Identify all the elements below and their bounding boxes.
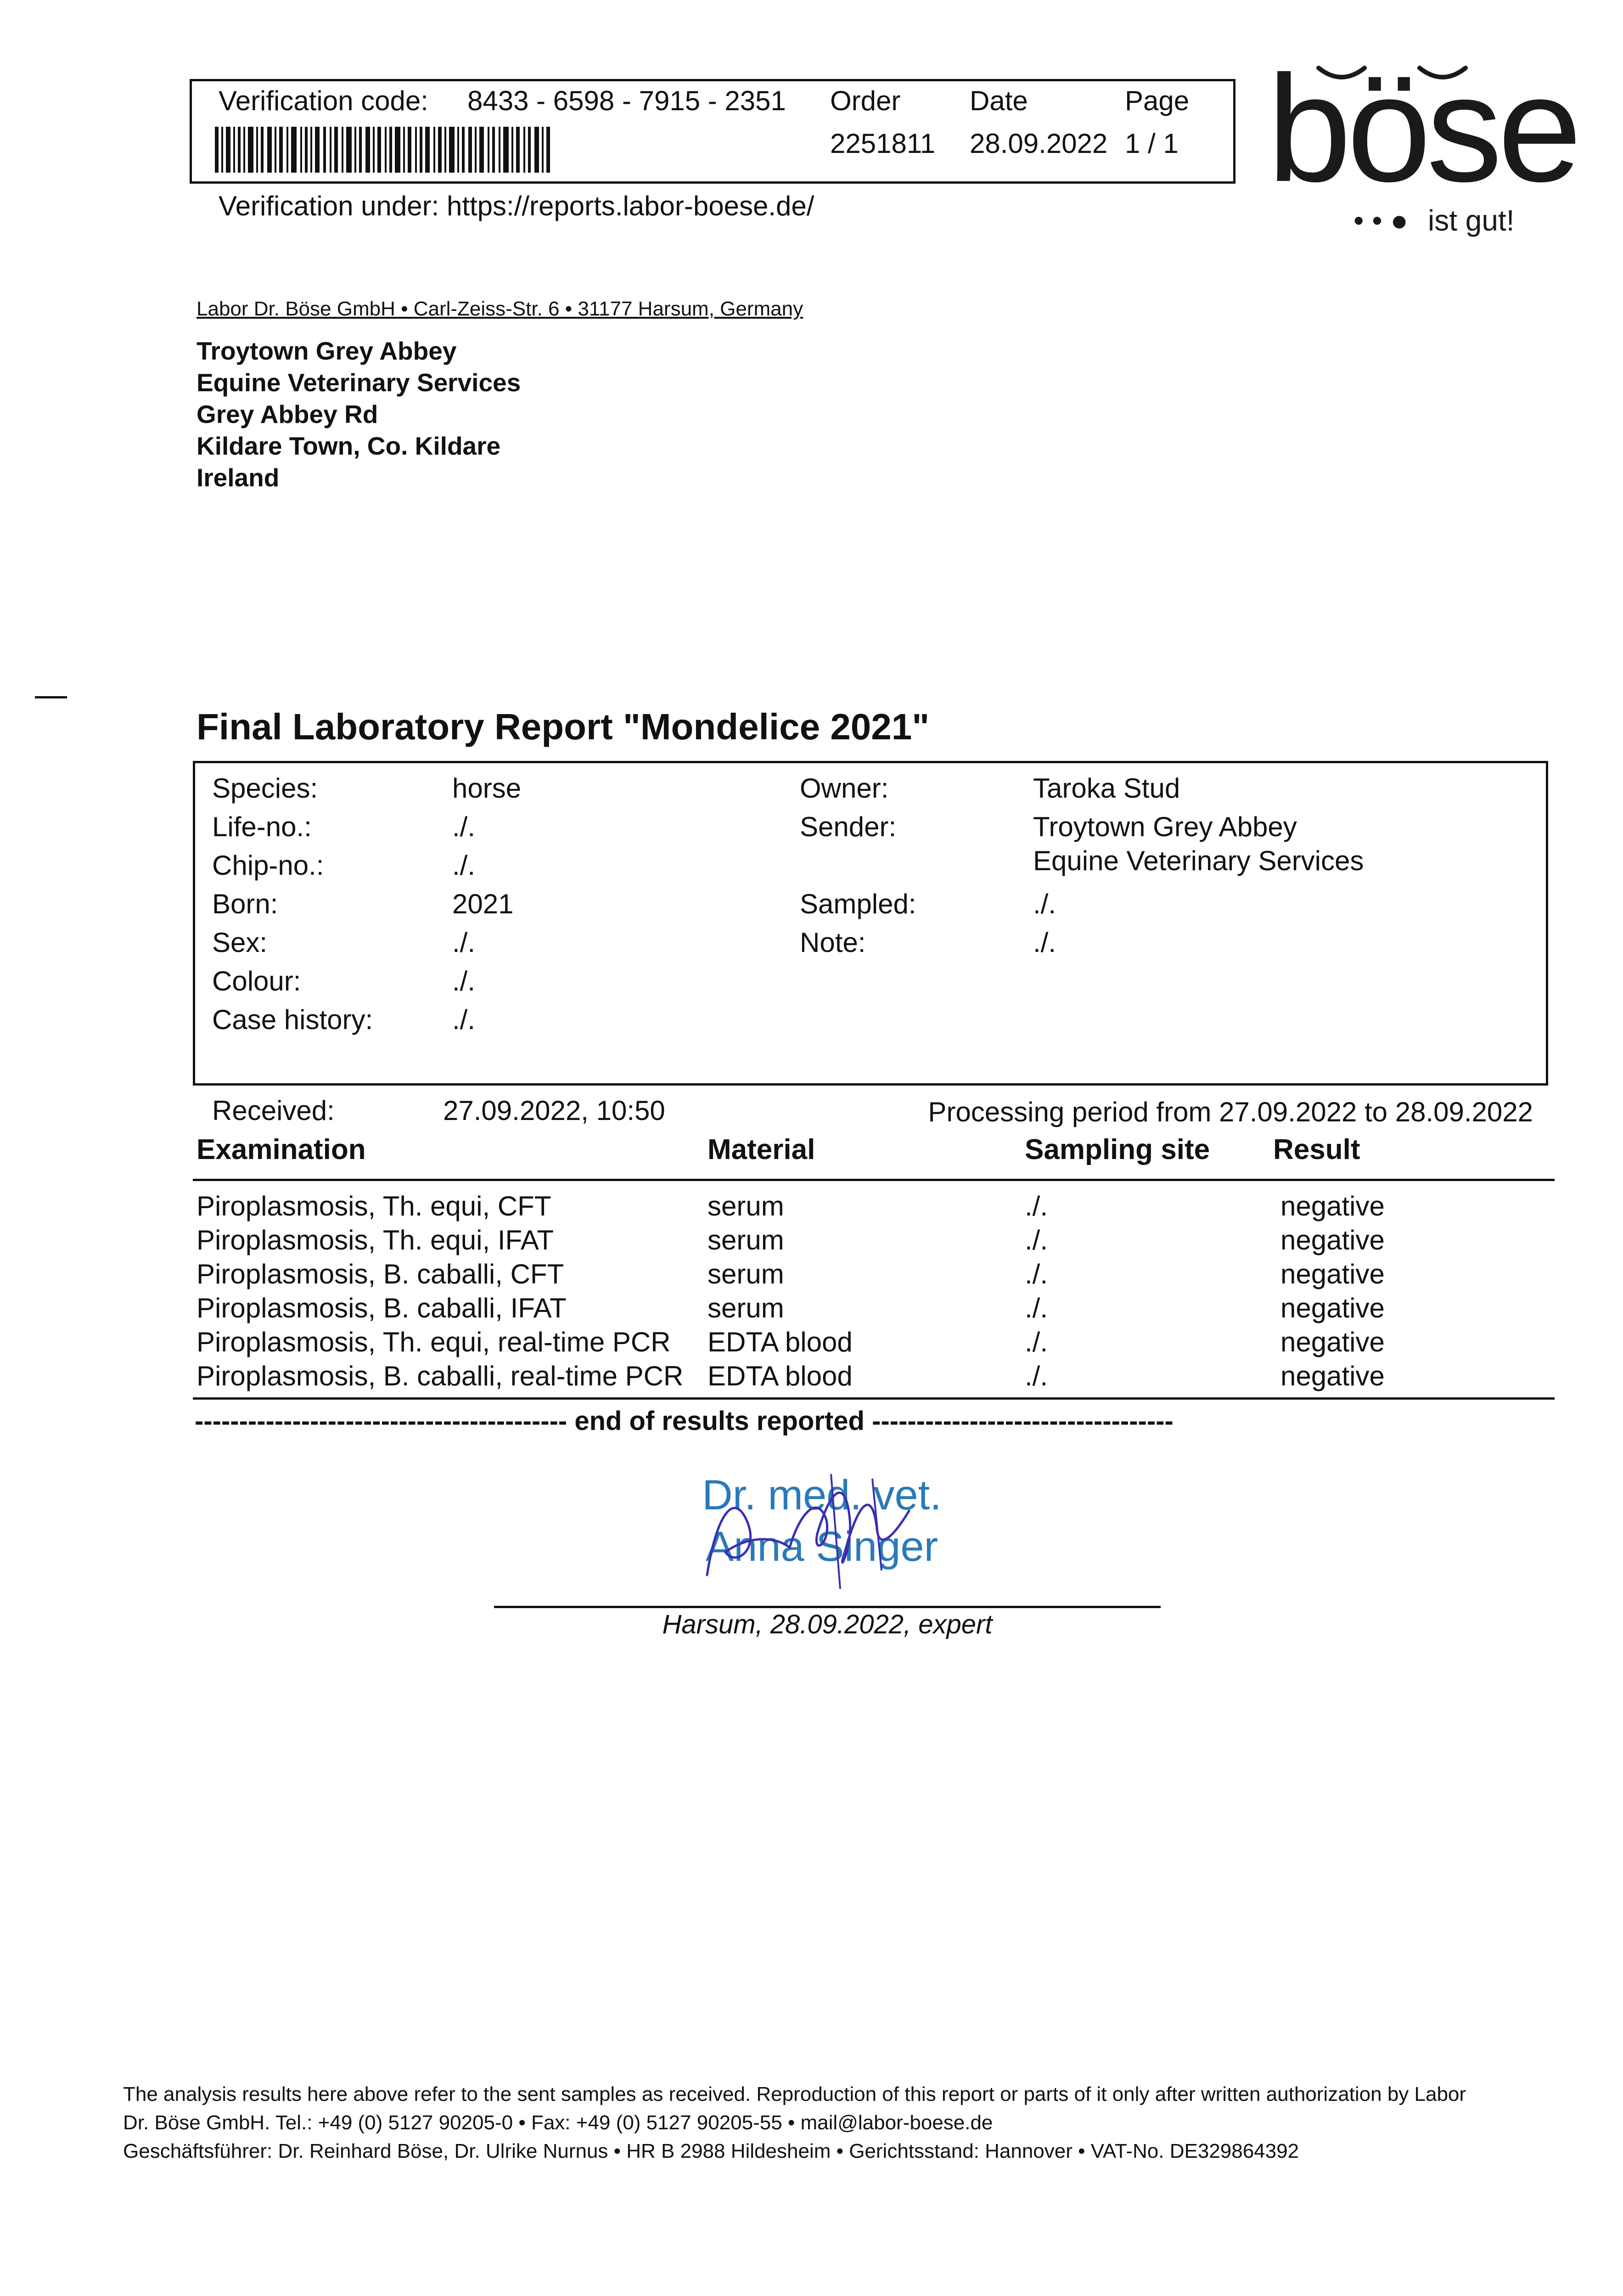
result-cell: negative (1280, 1191, 1385, 1221)
site-cell: ./. (1025, 1293, 1048, 1323)
result-cell: negative (1280, 1293, 1385, 1323)
verification-code-label: Verification code: (219, 85, 428, 116)
material-cell: serum (708, 1259, 784, 1289)
owner-value: Taroka Stud (1033, 773, 1180, 804)
verification-code: 8433 - 6598 - 7915 - 2351 (467, 85, 786, 116)
sampled-label: Sampled: (800, 889, 916, 919)
material-cell: serum (708, 1191, 784, 1221)
sender-label: Sender: (800, 811, 897, 842)
note-value: ./. (1033, 927, 1056, 958)
column-sampling-site: Sampling site (1025, 1134, 1210, 1165)
material-cell: serum (708, 1293, 784, 1323)
site-cell: ./. (1025, 1327, 1048, 1357)
animal-info-box (193, 761, 1548, 1086)
sender-value-line-1: Troytown Grey Abbey (1033, 811, 1297, 842)
site-cell: ./. (1025, 1361, 1048, 1391)
result-cell: negative (1280, 1327, 1385, 1357)
stamp-line-1: Dr. med. vet. (702, 1472, 942, 1519)
material-cell: serum (708, 1225, 784, 1255)
info-values-left (452, 769, 521, 1039)
born-label: Born: (212, 889, 278, 919)
order-label: Order (830, 85, 901, 116)
footer-line: Geschäftsführer: Dr. Reinhard Böse, Dr. Ulrike Nurnus • HR B 2988 Hildesheim • Gerichtsstand: Hannover • VAT-No. DE329864392 (123, 2140, 1299, 2162)
recipient-line: Grey Abbey Rd (197, 400, 378, 428)
sex-label: Sex: (212, 927, 268, 958)
results-result-column (1280, 1189, 1385, 1393)
received-label: Received: (212, 1095, 335, 1126)
born-value: 2021 (452, 889, 514, 919)
report-date: 28.09.2022 (970, 128, 1108, 159)
footer (123, 2080, 1466, 2166)
recipient-line: Ireland (197, 463, 280, 492)
colour-label: Colour: (212, 966, 301, 996)
page-number: 1 / 1 (1125, 128, 1179, 159)
table-row: Piroplasmosis, B. caballi, real-time PCR (197, 1361, 684, 1391)
table-row: Piroplasmosis, B. caballi, IFAT (197, 1293, 567, 1323)
recipient-address (197, 335, 521, 494)
sex-value: ./. (452, 927, 476, 958)
site-cell: ./. (1025, 1191, 1048, 1221)
processing-period: Processing period from 27.09.2022 to 28.09.2022 (928, 1097, 1533, 1127)
table-row: Piroplasmosis, B. caballi, CFT (197, 1259, 564, 1289)
handwritten-signature-icon (680, 1460, 964, 1598)
logo-tagline: ist gut! (1428, 204, 1515, 237)
column-examination: Examination (197, 1134, 366, 1165)
recipient-line: Kildare Town, Co. Kildare (197, 432, 501, 460)
barcode-icon (215, 127, 555, 173)
stamp-line-2: Anna Singer (705, 1523, 938, 1570)
info-labels-left (212, 769, 373, 1039)
site-cell: ./. (1025, 1259, 1048, 1289)
order-number: 2251811 (830, 128, 936, 159)
note-label: Note: (800, 927, 866, 958)
site-cell: ./. (1025, 1225, 1048, 1255)
sender-value-line-2: Equine Veterinary Services (1033, 845, 1364, 876)
chip-no-label: Chip-no.: (212, 850, 324, 881)
report-title: Final Laboratory Report "Mondelice 2021" (197, 706, 930, 747)
recipient-line: Equine Veterinary Services (197, 368, 521, 397)
case-history-label: Case history: (212, 1004, 373, 1035)
signature-caption: Harsum, 28.09.2022, expert (662, 1609, 993, 1639)
date-label: Date (970, 85, 1028, 116)
table-row: Piroplasmosis, Th. equi, real-time PCR (197, 1327, 671, 1357)
logo-smile-icon (1314, 59, 1484, 91)
fold-mark (35, 696, 67, 698)
table-row: Piroplasmosis, Th. equi, CFT (197, 1191, 551, 1221)
page-label: Page (1125, 85, 1190, 116)
results-bottom-rule (193, 1397, 1555, 1400)
life-no-value: ./. (452, 811, 476, 842)
species-value: horse (452, 773, 522, 804)
sender-address-line: Labor Dr. Böse GmbH • Carl-Zeiss-Str. 6 • 31177 Harsum, Germany (197, 298, 803, 320)
chip-no-value: ./. (452, 850, 476, 881)
bose-logo: böse (1267, 44, 1578, 213)
case-history-value: ./. (452, 1004, 476, 1035)
column-material: Material (708, 1134, 815, 1165)
result-cell: negative (1280, 1225, 1385, 1255)
colour-value: ./. (452, 966, 476, 996)
results-exam-column (197, 1189, 683, 1393)
recipient-line: Troytown Grey Abbey (197, 337, 457, 365)
sampled-value: ./. (1033, 889, 1056, 919)
logo-dots-icon: • • ● (1353, 204, 1409, 237)
column-result: Result (1273, 1134, 1360, 1165)
table-row: Piroplasmosis, Th. equi, IFAT (197, 1225, 554, 1255)
header-rule (193, 1179, 1555, 1181)
verification-url: Verification under: https://reports.labor-boese.de/ (219, 191, 814, 221)
material-cell: EDTA blood (708, 1361, 853, 1391)
life-no-label: Life-no.: (212, 811, 312, 842)
result-cell: negative (1280, 1361, 1385, 1391)
material-cell: EDTA blood (708, 1327, 853, 1357)
footer-line: Dr. Böse GmbH. Tel.: +49 (0) 5127 90205-0 • Fax: +49 (0) 5127 90205-55 • mail@labor-boese.de (123, 2111, 993, 2134)
footer-line: The analysis results here above refer to the sent samples as received. Reproduction of this report or parts of it only after written authorization by Labor (123, 2083, 1466, 2105)
results-material-column (708, 1189, 853, 1393)
result-cell: negative (1280, 1259, 1385, 1289)
owner-label: Owner: (800, 773, 889, 804)
species-label: Species: (212, 773, 318, 804)
received-value: 27.09.2022, 10:50 (443, 1095, 665, 1126)
end-of-results: ------------------------------------------ end of results reported ---------------------------------- (195, 1406, 1174, 1436)
results-site-column (1025, 1189, 1048, 1393)
